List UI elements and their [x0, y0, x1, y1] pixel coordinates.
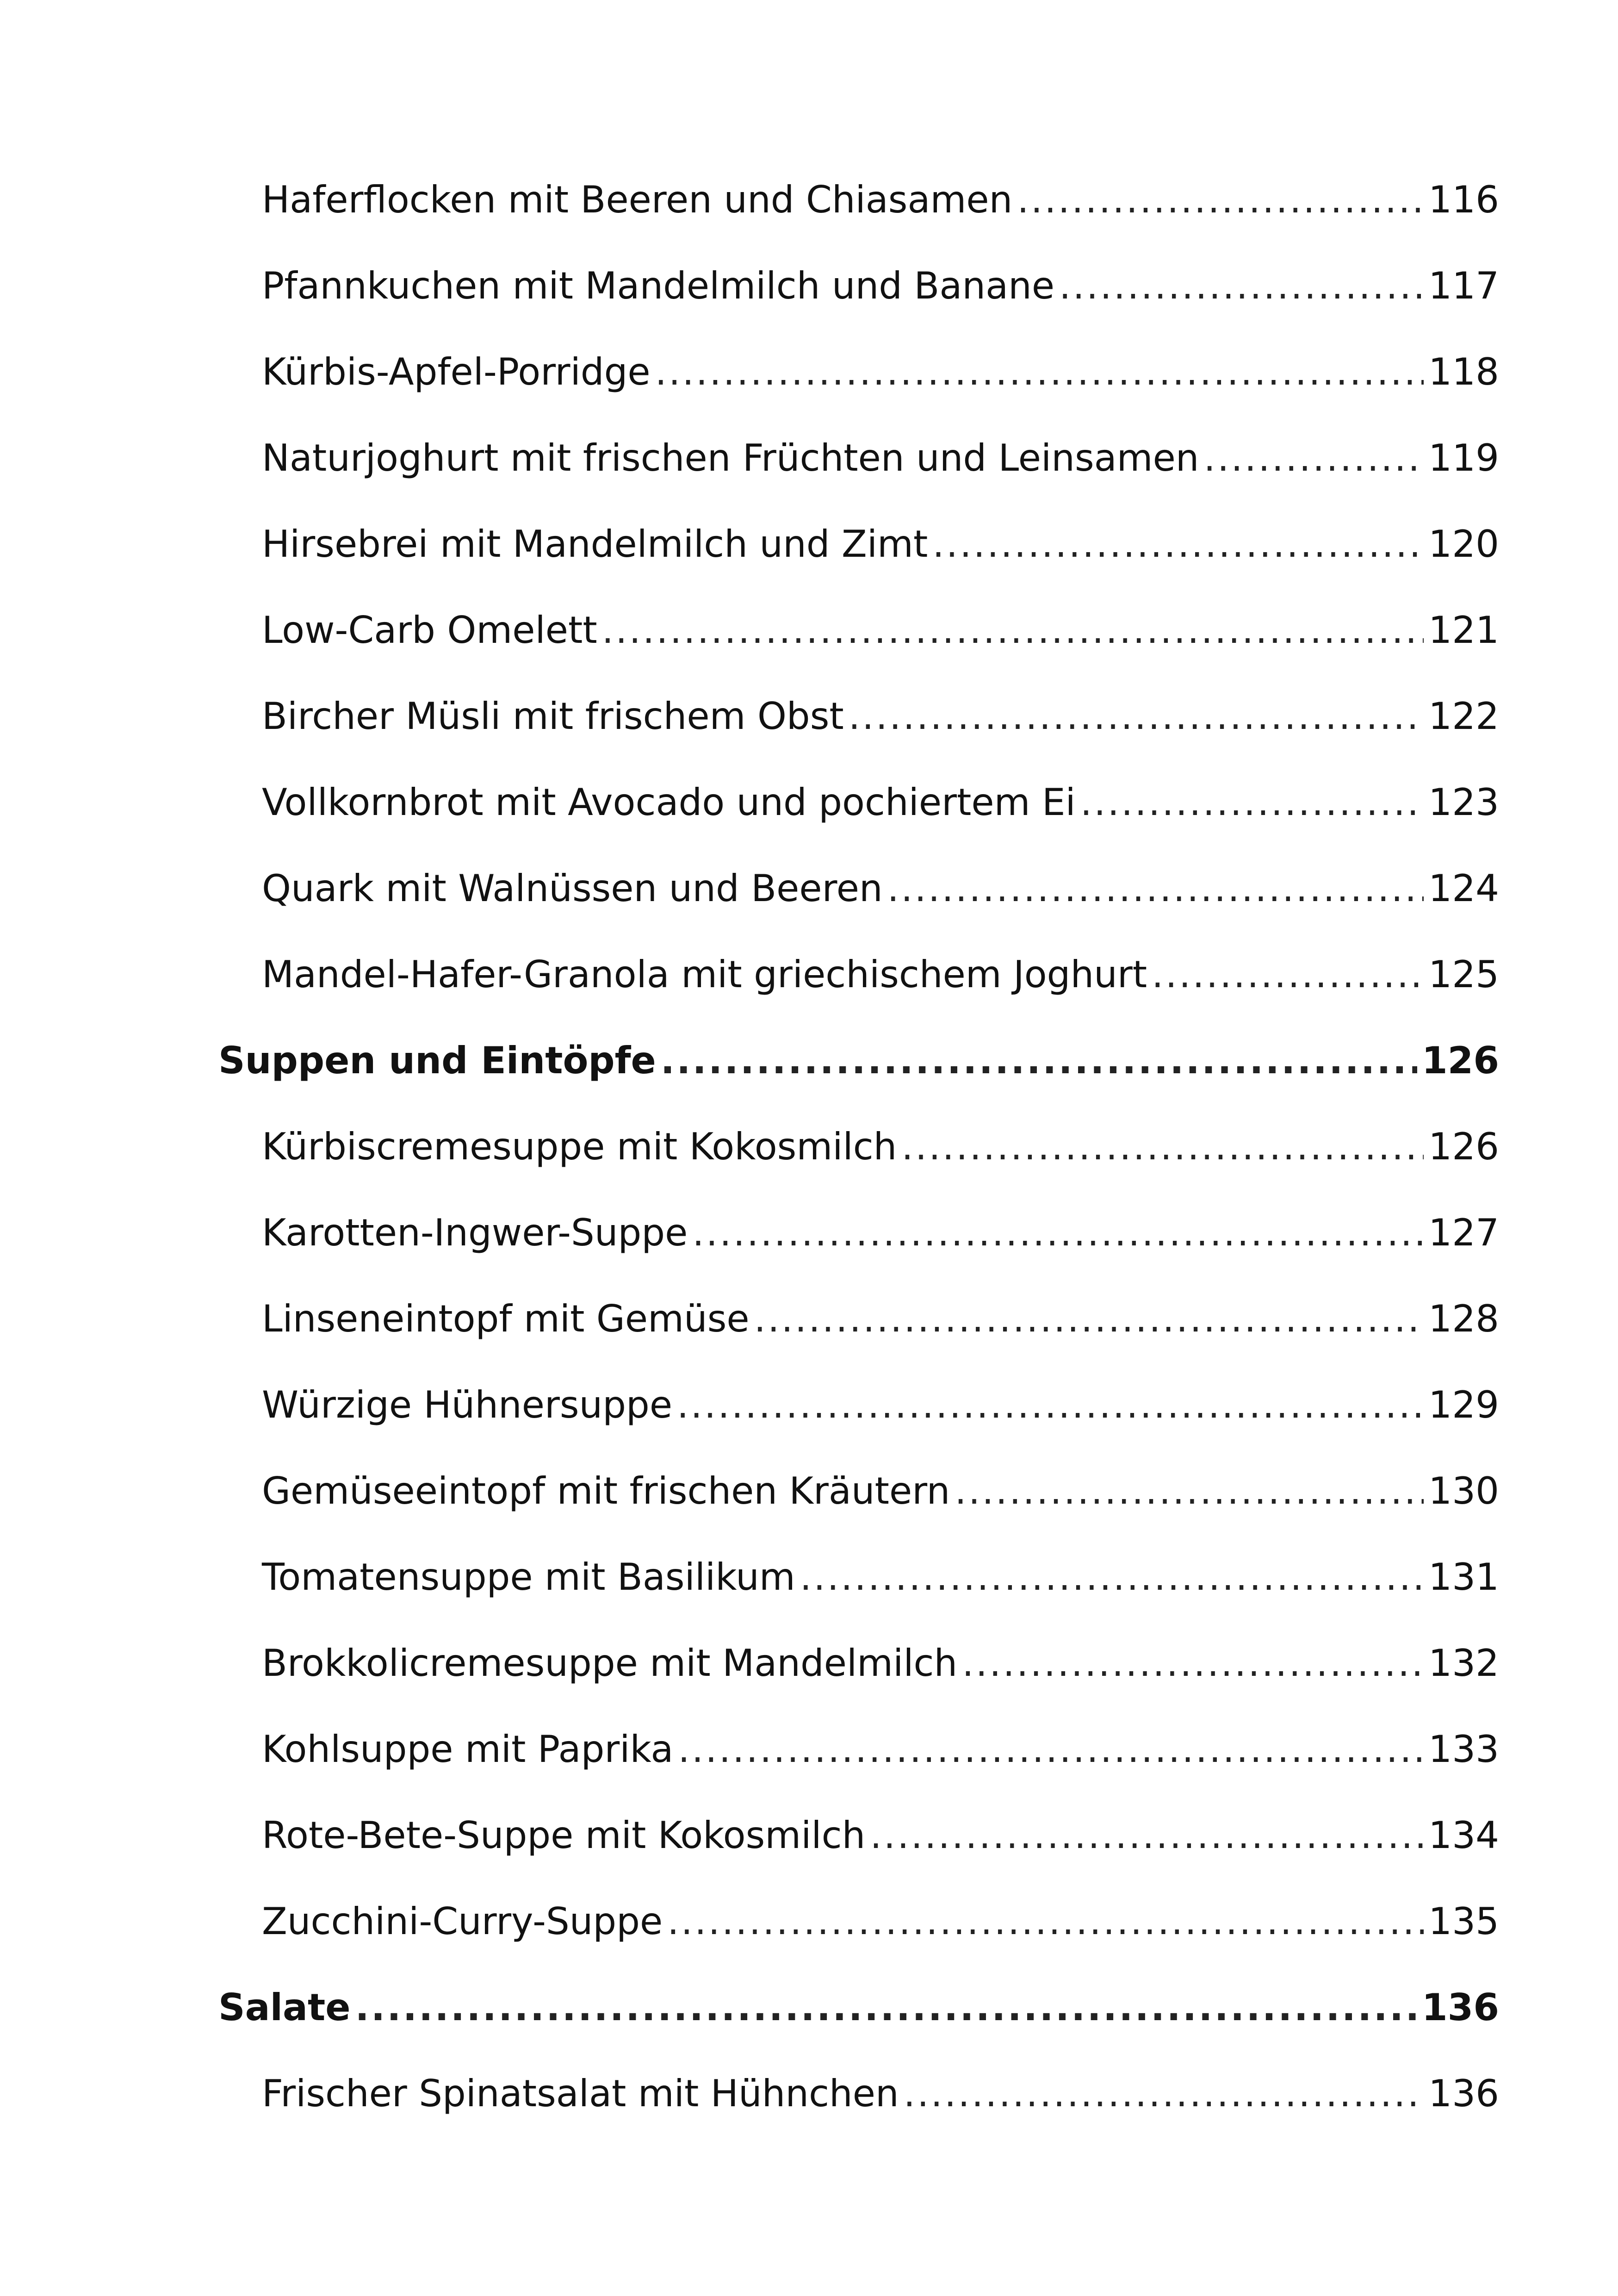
toc-entry [0, 931, 1618, 1017]
toc-entry [0, 1792, 1618, 1878]
toc-entry-page: 136 [1428, 2072, 1499, 2115]
dot-leader [678, 1728, 1424, 1771]
toc-entry-title: Bircher Müsli mit frischem Obst [262, 694, 844, 738]
dot-leader [1080, 781, 1424, 824]
toc-entry [0, 1189, 1618, 1276]
toc-entry-title: Low-Carb Omelett [262, 608, 597, 652]
toc-entry-page: 134 [1428, 1813, 1499, 1857]
toc-entry-title: Quark mit Walnüssen und Beeren [262, 866, 883, 910]
toc-entry-page: 128 [1428, 1297, 1499, 1340]
dot-leader [667, 1900, 1424, 1943]
toc-entry-page: 129 [1428, 1383, 1499, 1426]
toc-section-page: 136 [1422, 1985, 1499, 2029]
toc-entry-page: 123 [1428, 780, 1499, 824]
toc-entry [0, 1534, 1618, 1620]
toc-entry-title: Würzige Hühnersuppe [262, 1383, 673, 1426]
toc-entry-page: 126 [1428, 1125, 1499, 1168]
toc-entry-title: Mandel-Hafer-Granola mit griechischem Joghurt [262, 952, 1147, 996]
toc-entry-page: 127 [1428, 1211, 1499, 1254]
toc-entry [0, 845, 1618, 931]
dot-leader [904, 2072, 1424, 2115]
dot-leader [1152, 953, 1424, 996]
table-of-contents [0, 156, 1618, 2136]
dot-leader [754, 1297, 1424, 1340]
toc-entry-title: Zucchini-Curry-Suppe [262, 1899, 663, 1943]
dot-leader [849, 695, 1424, 738]
toc-entry-page: 119 [1428, 436, 1499, 479]
dot-leader [955, 1469, 1424, 1512]
toc-section-heading [0, 1017, 1618, 1103]
toc-entry-page: 133 [1428, 1727, 1499, 1771]
toc-entry-page: 121 [1428, 608, 1499, 652]
dot-leader [1017, 178, 1424, 221]
toc-entry-page: 118 [1428, 350, 1499, 393]
toc-entry [0, 759, 1618, 845]
toc-entry-page: 131 [1428, 1555, 1499, 1599]
dot-leader [1204, 436, 1424, 479]
toc-entry [0, 2050, 1618, 2136]
toc-entry-page: 132 [1428, 1641, 1499, 1685]
dot-leader [962, 1642, 1424, 1685]
dot-leader [901, 1125, 1424, 1168]
toc-entry-title: Kürbiscremesuppe mit Kokosmilch [262, 1125, 897, 1168]
toc-entry-title: Kohlsuppe mit Paprika [262, 1727, 674, 1771]
toc-entry-page: 122 [1428, 694, 1499, 738]
toc-entry [0, 587, 1618, 673]
toc-entry-title: Karotten-Ingwer-Suppe [262, 1211, 688, 1254]
toc-entry-title: Linseneintopf mit Gemüse [262, 1297, 750, 1340]
toc-entry [0, 1103, 1618, 1189]
toc-entry-page: 125 [1428, 952, 1499, 996]
toc-entry [0, 1276, 1618, 1362]
toc-entry-title: Haferflocken mit Beeren und Chiasamen [262, 178, 1013, 221]
dot-leader [870, 1814, 1424, 1857]
toc-section-heading [0, 1964, 1618, 2050]
toc-entry [0, 1448, 1618, 1534]
toc-entry-title: Pfannkuchen mit Mandelmilch und Banane [262, 264, 1055, 307]
dot-leader [677, 1383, 1424, 1426]
toc-entry-title: Brokkolicremesuppe mit Mandelmilch [262, 1641, 958, 1685]
toc-entry [0, 243, 1618, 329]
dot-leader [655, 350, 1424, 393]
toc-entry-page: 135 [1428, 1899, 1499, 1943]
toc-entry-title: Tomatensuppe mit Basilikum [262, 1555, 795, 1599]
toc-entry [0, 501, 1618, 587]
toc-entry [0, 673, 1618, 759]
toc-entry-title: Gemüseeintopf mit frischen Kräutern [262, 1469, 950, 1512]
toc-entry [0, 1878, 1618, 1964]
toc-entry [0, 1706, 1618, 1792]
toc-entry-title: Kürbis-Apfel-Porridge [262, 350, 651, 393]
toc-section-title: Salate [218, 1985, 351, 2029]
toc-entry-page: 116 [1428, 178, 1499, 221]
dot-leader [661, 1039, 1417, 1082]
dot-leader [887, 867, 1424, 910]
toc-entry-title: Frischer Spinatsalat mit Hühnchen [262, 2072, 899, 2115]
toc-entry-title: Hirsebrei mit Mandelmilch und Zimt [262, 522, 928, 566]
toc-entry [0, 1362, 1618, 1448]
toc-entry-title: Naturjoghurt mit frischen Früchten und Leinsamen [262, 436, 1199, 479]
dot-leader [355, 1986, 1417, 2029]
dot-leader [692, 1211, 1424, 1254]
toc-entry-page: 120 [1428, 522, 1499, 566]
dot-leader [1059, 264, 1424, 307]
toc-entry [0, 1620, 1618, 1706]
toc-entry [0, 415, 1618, 501]
toc-entry-page: 130 [1428, 1469, 1499, 1512]
toc-section-page: 126 [1422, 1039, 1499, 1082]
dot-leader [932, 523, 1424, 566]
dot-leader [800, 1556, 1424, 1599]
toc-entry-page: 124 [1428, 866, 1499, 910]
toc-entry [0, 329, 1618, 415]
toc-entry-page: 117 [1428, 264, 1499, 307]
toc-section-title: Suppen und Eintöpfe [218, 1039, 656, 1082]
toc-entry-title: Vollkornbrot mit Avocado und pochiertem Ei [262, 780, 1076, 824]
toc-entry-title: Rote-Bete-Suppe mit Kokosmilch [262, 1813, 866, 1857]
dot-leader [602, 609, 1424, 652]
toc-entry [0, 156, 1618, 243]
